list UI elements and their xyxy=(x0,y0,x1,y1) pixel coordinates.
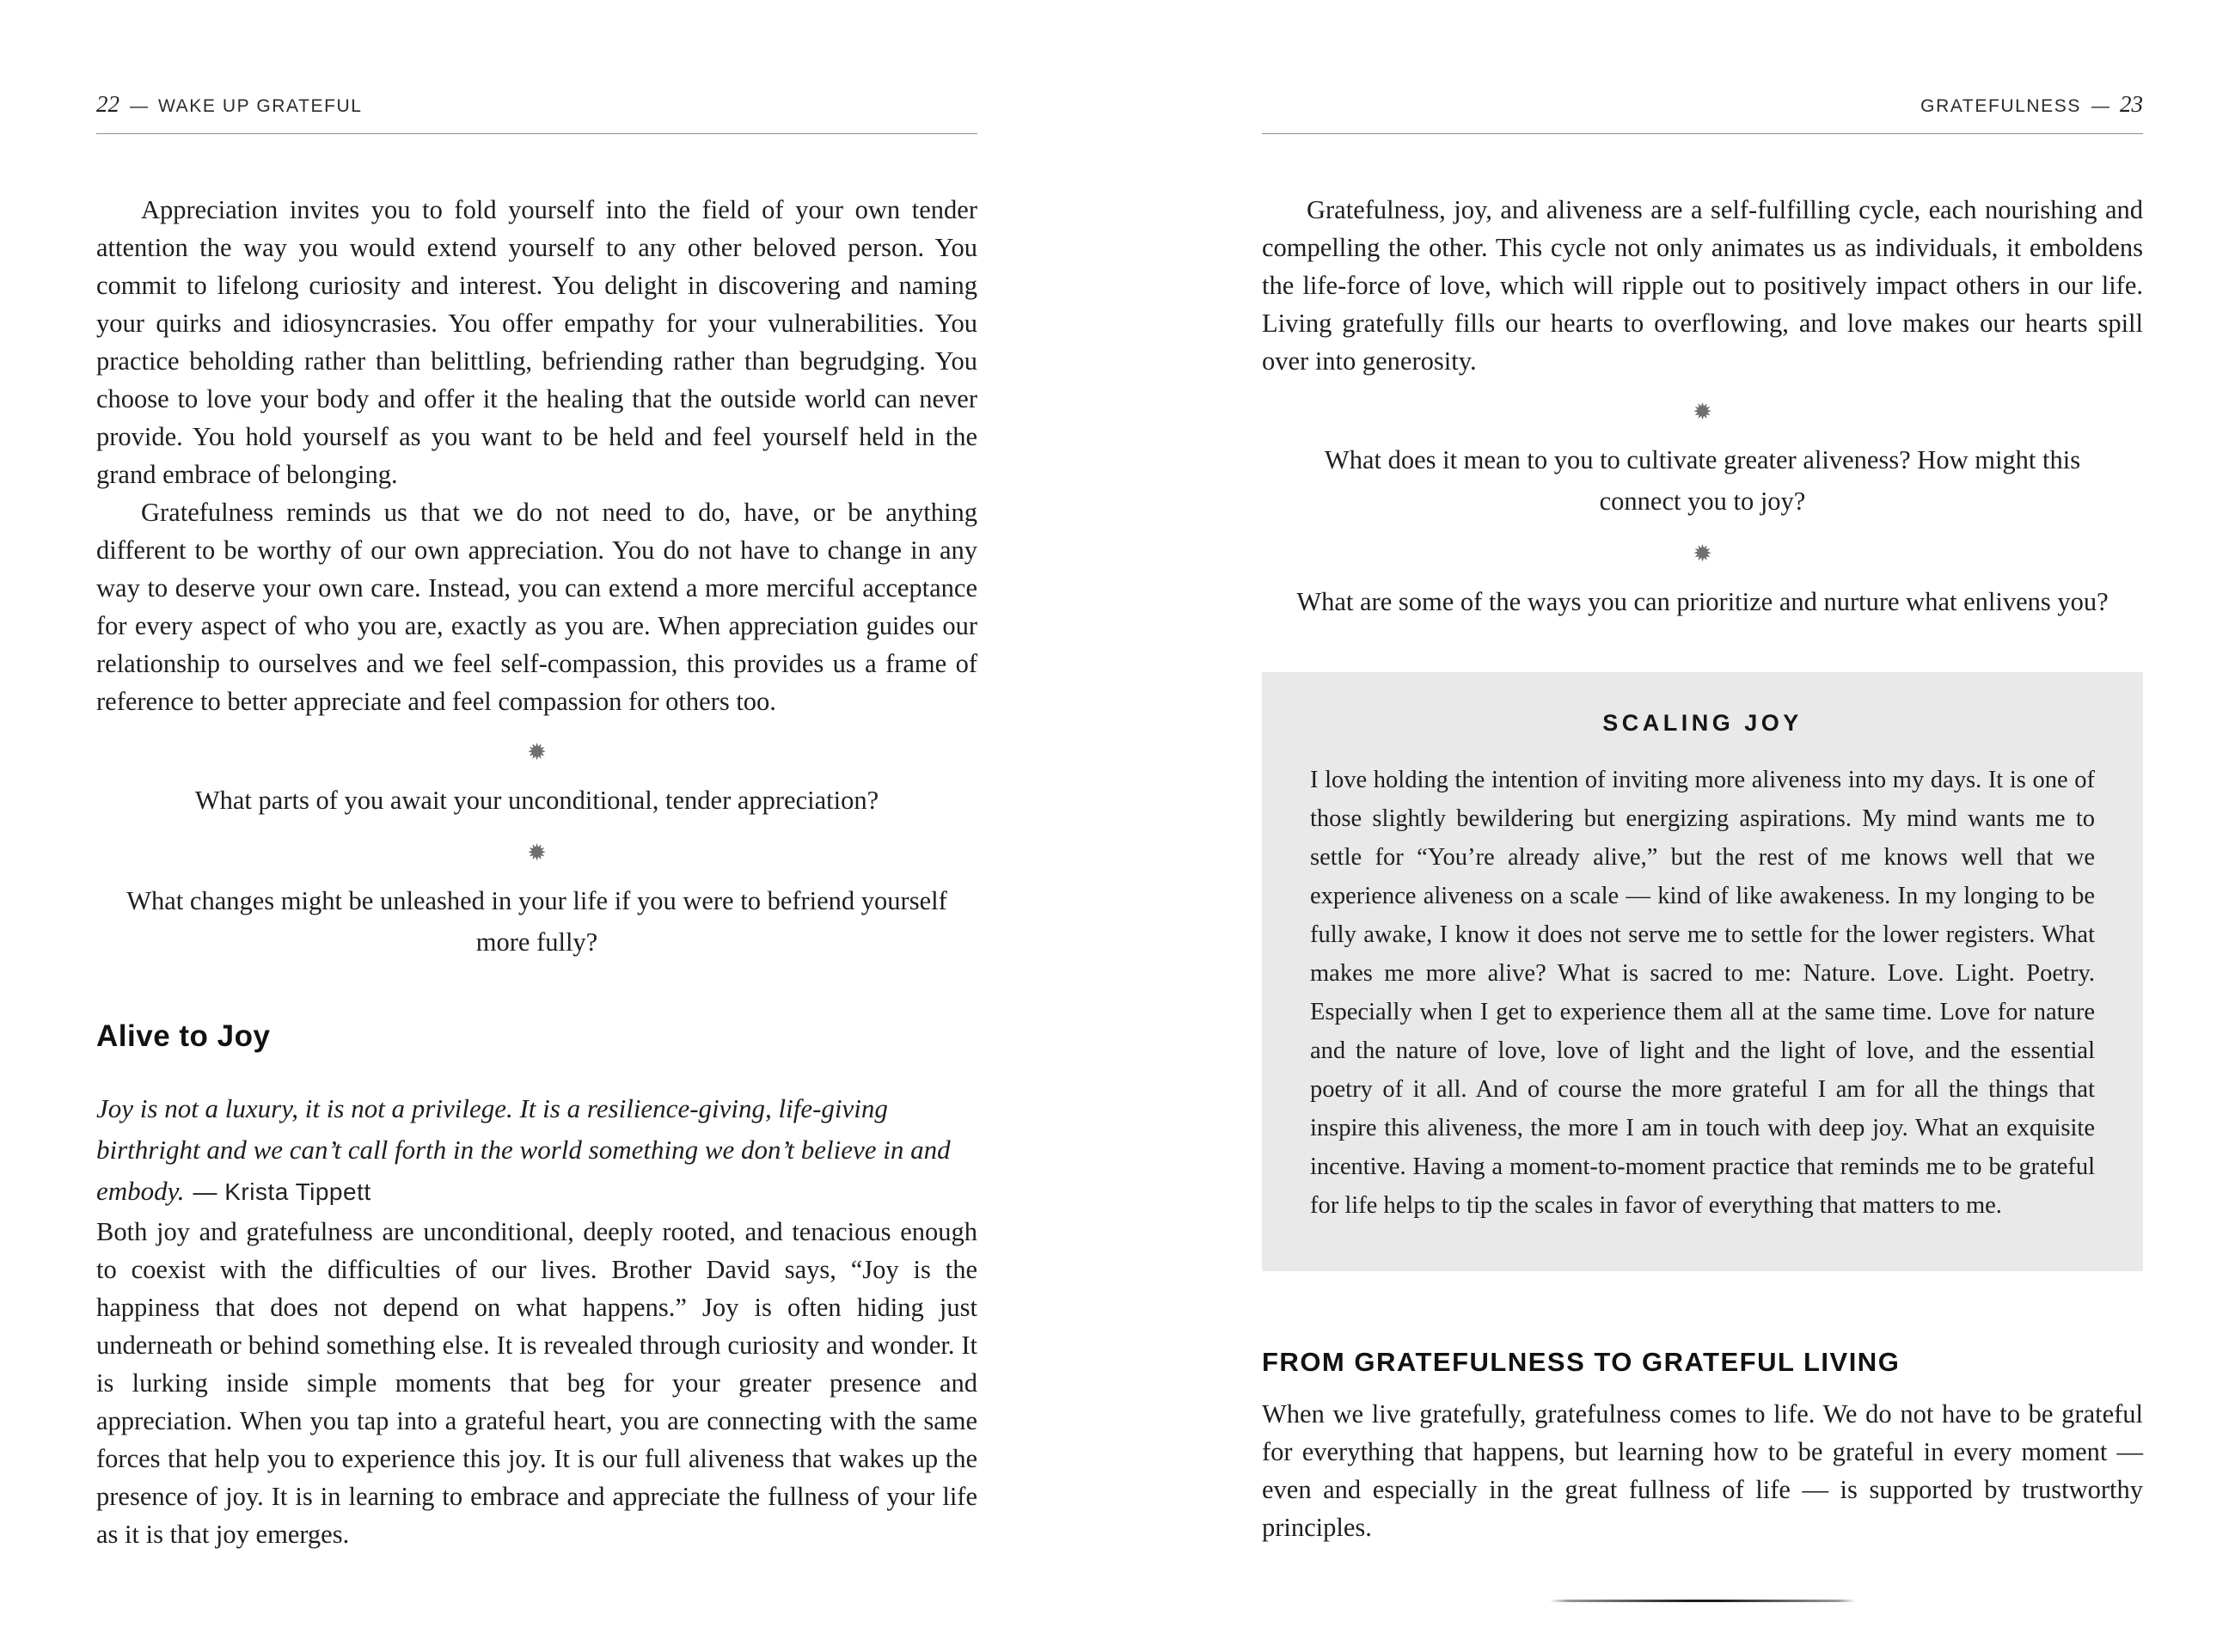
paragraph-both-joy: Both joy and gratefulness are unconditional, deeply rooted, and tenacious enough to coexist with the difficulties of our lives. Brother David says, “Joy is the happiness that does not depend on what happens.” Joy is often hiding just underneath or behind something else. It is revealed through curiosity and wonder. It is lurking inside simple moments that beg for your greater presence and appreciation. When you tap into a grateful heart, you are connecting with the same forces that help you to experience this joy. It is our full aliveness that wakes up the presence of joy. It is in learning to embrace and appreciate the fullness of your life as it is that joy emerges. xyxy=(96,1217,977,1549)
reflection-question-2-left: What changes might be unleashed in your life if you were to befriend yourself more fully? xyxy=(126,886,947,957)
star-ornament-icon: ✹ xyxy=(527,840,547,866)
tapered-divider xyxy=(1550,1600,1856,1602)
running-head-left xyxy=(96,91,977,118)
reflection-question-1-right: What does it mean to you to cultivate greater aliveness? How might this connect you to joy? xyxy=(1324,445,2081,516)
right-page-body xyxy=(1262,191,2143,1602)
running-head-right xyxy=(1262,91,2143,118)
quote-attribution: — Krista Tippett xyxy=(193,1178,371,1205)
paragraph-gratefulness-reminds: Gratefulness reminds us that we do not need to do, have, or be anything different to be worthy of our own appreciation. You do not have to change in any way to deserve your own care. Instead, you can extend a more merciful acceptance for every aspect of who you are, exactly as you are. When appreciation guides our relationship to ourselves and we feel self-compassion, this provides us a frame of reference to better appreciate and feel compassion for others too. xyxy=(96,498,977,716)
star-ornament-icon: ✹ xyxy=(527,739,547,766)
reflection-question-2-right: What are some of the ways you can prioritize and nurture what enlivens you? xyxy=(1296,587,2109,616)
star-ornament-icon: ✹ xyxy=(1693,399,1712,425)
callout-box-scaling-joy xyxy=(1262,672,2143,1271)
page-number-right: 23 xyxy=(2120,91,2143,117)
header-separator-right: — xyxy=(2091,96,2109,116)
paragraph-cycle: Gratefulness, joy, and aliveness are a self-fulfilling cycle, each nourishing and compelling the other. This cycle not only animates us as individuals, it emboldens the life-force of love, which will ripple out to positively impact others in our life. Living gratefully fills our hearts to overflowing, and love makes our hearts spill over into generosity. xyxy=(1262,195,2143,376)
page-right xyxy=(1262,0,2143,1602)
star-ornament-icon: ✹ xyxy=(1693,541,1712,567)
paragraph-live-gratefully: When we live gratefully, gratefulness comes to life. We do not have to be grateful for everything that happens, but learning how to be grateful in every moment — even and especially in the great fullness of life — is supported by trustworthy principles. xyxy=(1262,1399,2143,1542)
page-left xyxy=(96,0,977,1553)
head-rule-right xyxy=(1262,133,2143,134)
pull-quote xyxy=(96,1088,977,1213)
callout-title: SCALING JOY xyxy=(1602,710,1803,736)
page-number-left: 22 xyxy=(96,91,119,117)
callout-body: I love holding the intention of inviting more aliveness into my days. It is one of those slightly bewildering but energizing aspirations. My mind wants me to settle for “You’re already alive,” but the rest of me knows well that we experience aliveness on a scale — kind of like awakeness. In my longing to be fully awake, I know it does not serve me to settle for the lower registers. What makes me more alive? What is sacred to me: Nature. Love. Light. Poetry. Especially when I get to experience them all at the same time. Love for nature and the nature of love, love of light and the light of love, and the essential poetry of it all. And of course the more grateful I am for all the things that inspire this aliveness, the more I am in touch with deep joy. What an exquisite incentive. Having a moment-to-moment practice that reminds me to be grateful for life helps to tip the scales in favor of everything that matters to me. xyxy=(1310,767,2095,1219)
head-rule-left xyxy=(96,133,977,134)
pull-quote-text: Joy is not a luxury, it is not a privilege. It is a resilience-giving, life-giving birthright and we can’t call forth in the world something we don’t believe in and embody. xyxy=(96,1093,951,1206)
paragraph-appreciation: Appreciation invites you to fold yourself into the field of your own tender attention the way you would extend yourself to any other beloved person. You commit to lifelong curiosity and interest. You delight in discovering and naming your quirks and idiosyncrasies. You offer empathy for your vulnerabilities. You practice beholding rather than belittling, befriending rather than begrudging. You choose to love your body and offer it the healing that the outside world can never provide. You hold yourself as you want to be held and feel yourself held in the grand embrace of belonging. xyxy=(96,195,977,489)
header-separator-left: — xyxy=(130,96,148,116)
running-head-title-right: GRATEFULNESS xyxy=(1920,96,2081,116)
running-head-title-left: WAKE UP GRATEFUL xyxy=(158,96,363,116)
section-heading-alive-to-joy: Alive to Joy xyxy=(96,1019,271,1053)
section-heading-grateful-living: FROM GRATEFULNESS TO GRATEFUL LIVING xyxy=(1262,1347,1901,1377)
left-page-body xyxy=(96,191,977,1553)
reflection-question-1-left: What parts of you await your unconditional, tender appreciation? xyxy=(194,786,879,815)
